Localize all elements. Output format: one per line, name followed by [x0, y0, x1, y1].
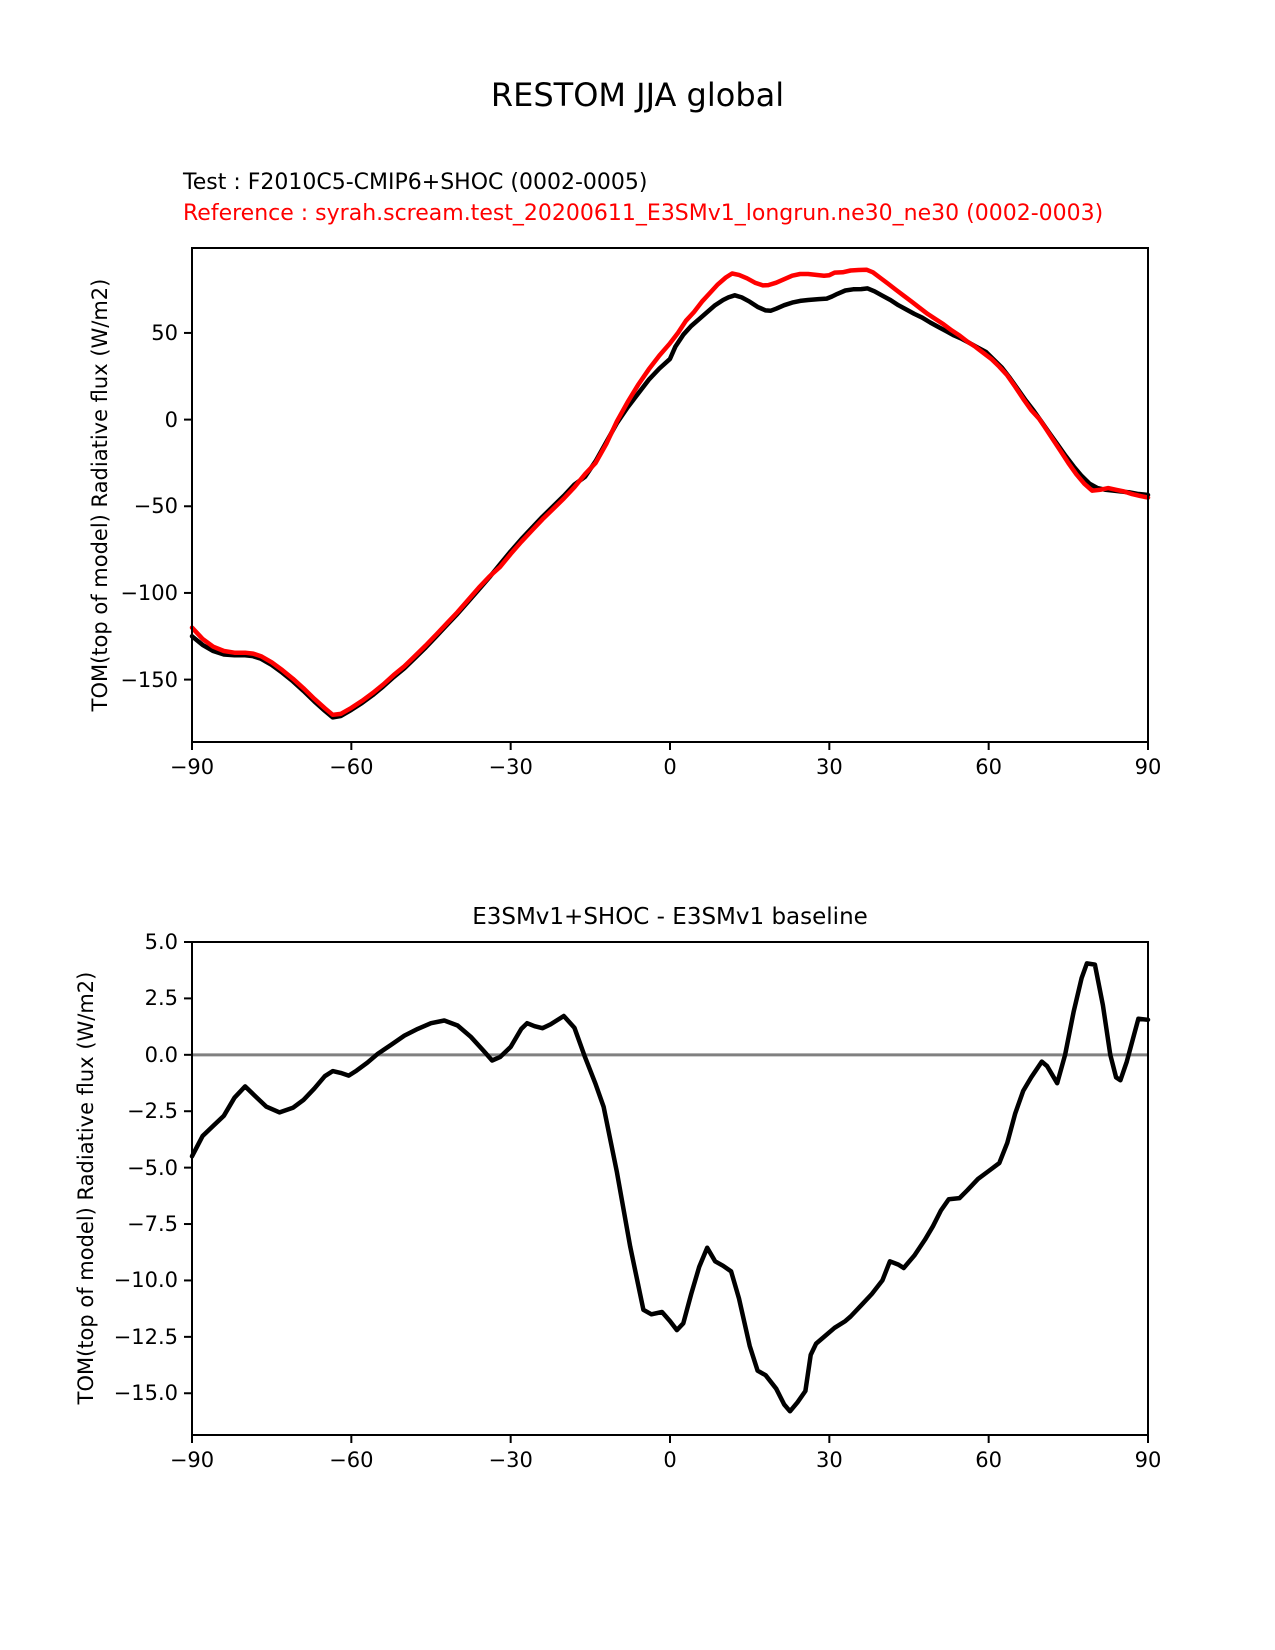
series-test — [192, 288, 1148, 717]
y-tick-label: −7.5 — [127, 1212, 178, 1237]
bottom-chart-ylabel: TOM(top of model) Radiative flux (W/m2) — [74, 971, 98, 1405]
x-tick-label: −30 — [488, 755, 533, 779]
y-tick-label: −2.5 — [127, 1099, 178, 1124]
x-tick-label: −60 — [329, 755, 374, 779]
y-tick-label: 5.0 — [144, 930, 178, 954]
y-tick-label: −100 — [120, 580, 178, 605]
axes-frame — [192, 248, 1148, 742]
series-test-minus-reference — [192, 963, 1148, 1411]
reference-run-label: Reference : syrah.scream.test_20200611_E3SMv1_longrun.ne30_ne30 (0002-0003) — [183, 201, 1104, 226]
axes-frame — [192, 942, 1148, 1435]
y-tick-label: 0 — [164, 407, 178, 432]
page-title: RESTOM JJA global — [490, 76, 785, 114]
y-tick-label: −50 — [133, 494, 178, 519]
y-tick-label: 50 — [151, 320, 178, 345]
top-chart-ylabel: TOM(top of model) Radiative flux (W/m2) — [88, 278, 112, 712]
series-reference — [192, 270, 1148, 715]
y-tick-label: −15.0 — [113, 1381, 178, 1406]
x-tick-label: 30 — [815, 1448, 843, 1472]
y-tick-label: 2.5 — [144, 986, 178, 1011]
x-tick-label: −30 — [488, 1448, 533, 1472]
x-tick-label: −90 — [169, 755, 215, 779]
x-tick-label: −90 — [169, 1448, 215, 1472]
x-tick-label: 0 — [663, 1448, 677, 1472]
x-tick-label: 90 — [1134, 1448, 1162, 1472]
x-tick-label: −60 — [329, 1448, 374, 1472]
x-tick-label: 90 — [1134, 755, 1162, 779]
y-tick-label: −12.5 — [113, 1324, 178, 1349]
x-tick-label: 0 — [663, 755, 677, 779]
x-tick-label: 60 — [975, 755, 1003, 779]
test-run-label: Test : F2010C5-CMIP6+SHOC (0002-0005) — [183, 170, 648, 195]
x-tick-label: 60 — [975, 1448, 1003, 1472]
x-tick-label: 30 — [815, 755, 843, 779]
y-tick-label: −150 — [120, 667, 178, 692]
difference-plot-title: E3SMv1+SHOC - E3SMv1 baseline — [472, 904, 868, 930]
y-tick-label: −10.0 — [113, 1268, 178, 1293]
y-tick-label: 0.0 — [144, 1042, 178, 1067]
y-tick-label: −5.0 — [127, 1155, 178, 1180]
